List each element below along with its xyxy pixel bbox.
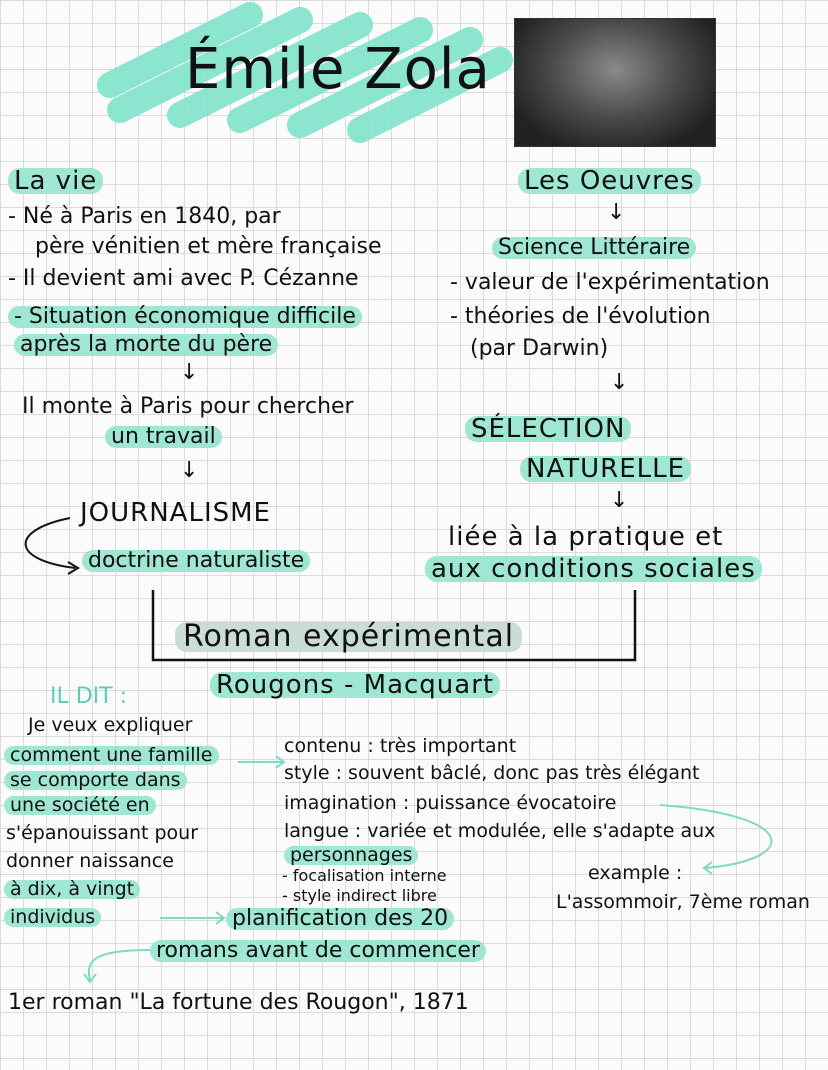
planning-line-2: romans avant de commencer — [150, 940, 486, 962]
down-arrow-icon: ↓ — [610, 488, 629, 513]
style-langue: langue : variée et modulée, elle s'adapte aux — [284, 820, 716, 842]
roman-experimental: Roman expérimental — [175, 622, 522, 652]
quote-line: comment une famille — [4, 746, 219, 765]
down-arrow-icon: ↓ — [607, 200, 626, 225]
quote-label: IL DIT : — [50, 684, 128, 709]
rougon-macquart: Rougons - Macquart — [210, 672, 500, 698]
down-arrow-icon: ↓ — [610, 370, 629, 395]
doctrine: doctrine naturaliste — [82, 550, 310, 572]
right-item-2: - théories de l'évolution — [450, 304, 711, 329]
first-novel: 1er roman "La fortune des Rougon", 1871 — [8, 990, 469, 1015]
selection-1: SÉLECTION — [465, 416, 631, 442]
left-item-5: après la morte du père — [14, 334, 278, 356]
right-heading: Les Oeuvres — [518, 168, 701, 194]
quote-line: Je veux expliquer — [28, 714, 193, 736]
left-item-4: - Situation économique difficile — [8, 306, 362, 328]
portrait-photo — [514, 18, 716, 147]
quote-line: à dix, à vingt — [4, 880, 140, 899]
travel-line-1: Il monte à Paris pour chercher — [22, 394, 354, 419]
example-label: example : — [588, 862, 683, 884]
right-item-1: - valeur de l'expérimentation — [450, 270, 770, 295]
left-item-2: père vénitien et mère française — [35, 234, 382, 259]
selection-2: NATURELLE — [520, 456, 691, 482]
linked-line-1: liée à la pratique et — [448, 522, 724, 552]
quote-line: individus — [4, 908, 101, 927]
travel-line-2: un travail — [105, 426, 222, 448]
journalism: JOURNALISME — [80, 498, 271, 528]
left-item-3: - Il devient ami avec P. Cézanne — [8, 266, 359, 291]
example-text: L'assommoir, 7ème roman — [556, 891, 810, 913]
style-style: style : souvent bâclé, donc pas très élégant — [284, 762, 700, 784]
down-arrow-icon: ↓ — [180, 360, 199, 385]
style-contenu: contenu : très important — [284, 735, 517, 757]
linked-line-2: aux conditions sociales — [425, 556, 762, 582]
left-item-1: - Né à Paris en 1840, par — [8, 204, 281, 229]
style-indirect: - style indirect libre — [282, 886, 437, 905]
right-item-3: (par Darwin) — [470, 336, 609, 361]
left-heading: La vie — [8, 168, 103, 194]
style-imagination: imagination : puissance évocatoire — [284, 792, 617, 814]
quote-line: donner naissance — [6, 850, 174, 872]
science-litteraire: Science Littéraire — [492, 237, 696, 259]
quote-line: une société en — [4, 796, 156, 815]
page-title: Émile Zola — [185, 37, 491, 102]
quote-line: s'épanouissant pour — [6, 822, 199, 844]
quote-line: se comporte dans — [4, 771, 187, 790]
style-personnages: personnages — [284, 846, 418, 865]
style-focal: - focalisation interne — [282, 866, 447, 885]
down-arrow-icon: ↓ — [180, 458, 199, 483]
planning-line-1: planification des 20 — [226, 908, 454, 930]
